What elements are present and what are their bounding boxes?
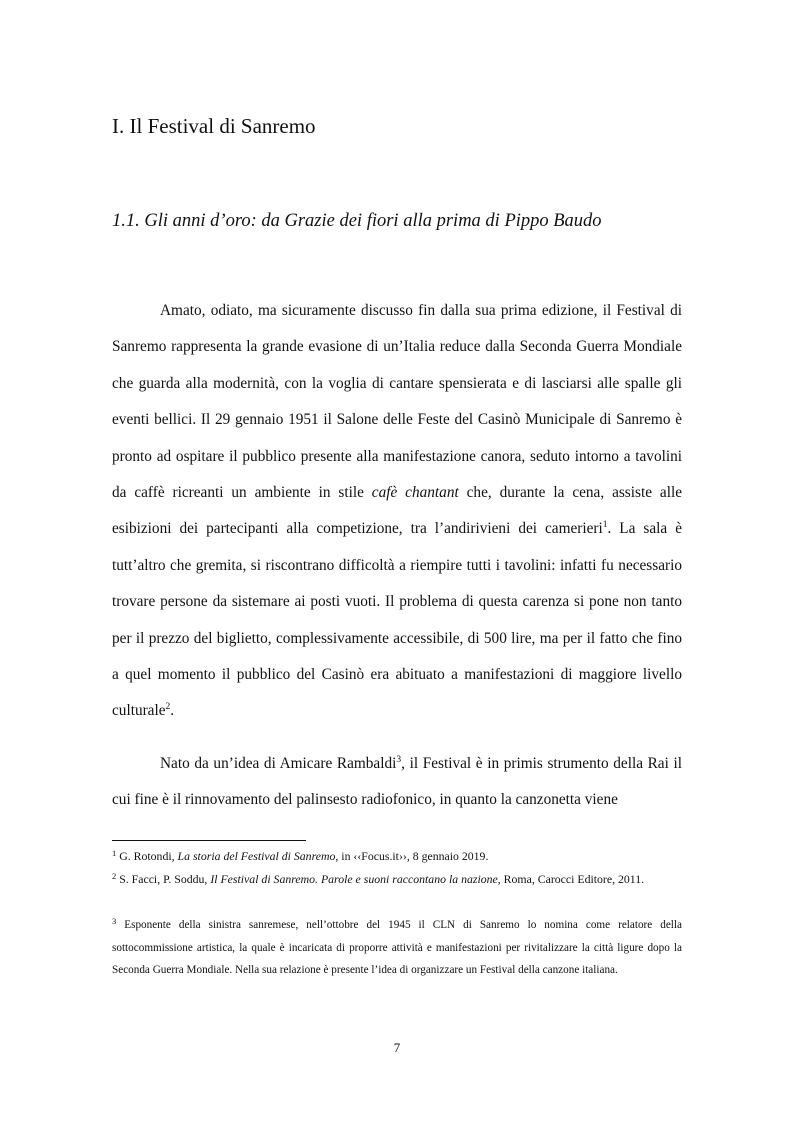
footnote-ref[interactable]: 1	[602, 520, 608, 531]
paragraph-text: . La sala è tutt’altro che gremita, si riscontrano difficoltà a riempire tutti i tavolini: infatti fu necessario trovare persone da sistemare ai posti vuoti. Il problema di questa carenza si pone non tanto per il prezzo del biglietto, complessivamente accessibile, di 500 lire, ma per il fatto che fino a quel momento il pubblico del Casinò era abituato a manifestazioni di maggiore livello culturale	[112, 520, 682, 720]
body-paragraph	[112, 746, 682, 819]
footnote-text: S. Facci, P. Soddu,	[116, 872, 211, 886]
body-paragraph	[112, 293, 682, 730]
footnote-text: G. Rotondi,	[116, 849, 178, 863]
chapter-title: I. Il Festival di Sanremo	[112, 114, 316, 138]
footnote-number: 1	[112, 848, 117, 858]
paragraph-text: .	[170, 702, 175, 720]
footnote-number: 2	[112, 871, 117, 881]
footnote-separator	[112, 840, 306, 841]
paragraph-text: Amato, odiato, ma sicuramente discusso fin dalla sua prima edizione, il Festival di Sanremo rappresenta la grande evasione di un’Italia reduce dalla Seconda Guerra Mondiale che guarda alla modernità, con la voglia di cantare spensierata e di lasciarsi alle spalle gli eventi bellici. Il 29 gennaio 1951 il Salone delle Feste del Casinò Municipale di Sanremo è pronto ad ospitare il pubblico presente alla manifestazione canora, seduto intorno a tavolini da caffè ricreanti un ambiente in stile	[112, 302, 682, 502]
footnote-text: Esponente della sinistra sanremese, nell’ottobre del 1945 il CLN di Sanremo lo nomina come relatore della sottocommissione artistica, la quale è incaricata di proporre attività e manifestazioni per rivitalizzare la città ligure dopo la Seconda Guerra Mondiale. Nella sua relazione è presente l’idea di organizzare un Festival della canzone italiana.	[112, 919, 682, 976]
footnote-number: 3	[112, 916, 117, 926]
footnote	[112, 868, 682, 891]
paragraph-text: , il Festival è in primis strumento della Rai il cui fine è il rinnovamento del palinsesto radiofonico, in quanto la canzonetta viene	[112, 755, 682, 809]
footnote-text: , Roma, Carocci Editore, 2011.	[497, 872, 645, 886]
paragraph-text: Nato da un’idea di Amicare Rambaldi	[160, 755, 397, 772]
paragraph-text: che, durante la cena, assiste alle esibizioni dei partecipanti alla competizione, tra l’andirivieni dei camerieri	[112, 484, 682, 538]
footnote-ref[interactable]: 3	[396, 755, 402, 765]
footnote-title: La storia del Festival di Sanremo	[177, 849, 336, 863]
footnote-ref[interactable]: 2	[165, 702, 171, 713]
section-title: 1.1. Gli anni d’oro: da Grazie dei fiori alla prima di Pippo Baudo	[112, 211, 602, 231]
footnote-title: Il Festival di Sanremo. Parole e suoni raccontano la nazione	[210, 872, 498, 886]
footnote-text: , in ‹‹Focus.it››, 8 gennaio 2019.	[335, 849, 489, 863]
footnote	[112, 914, 682, 982]
page-number: 7	[393, 1040, 401, 1055]
italic-term: cafè chantant	[371, 484, 459, 502]
footnote	[112, 845, 682, 868]
